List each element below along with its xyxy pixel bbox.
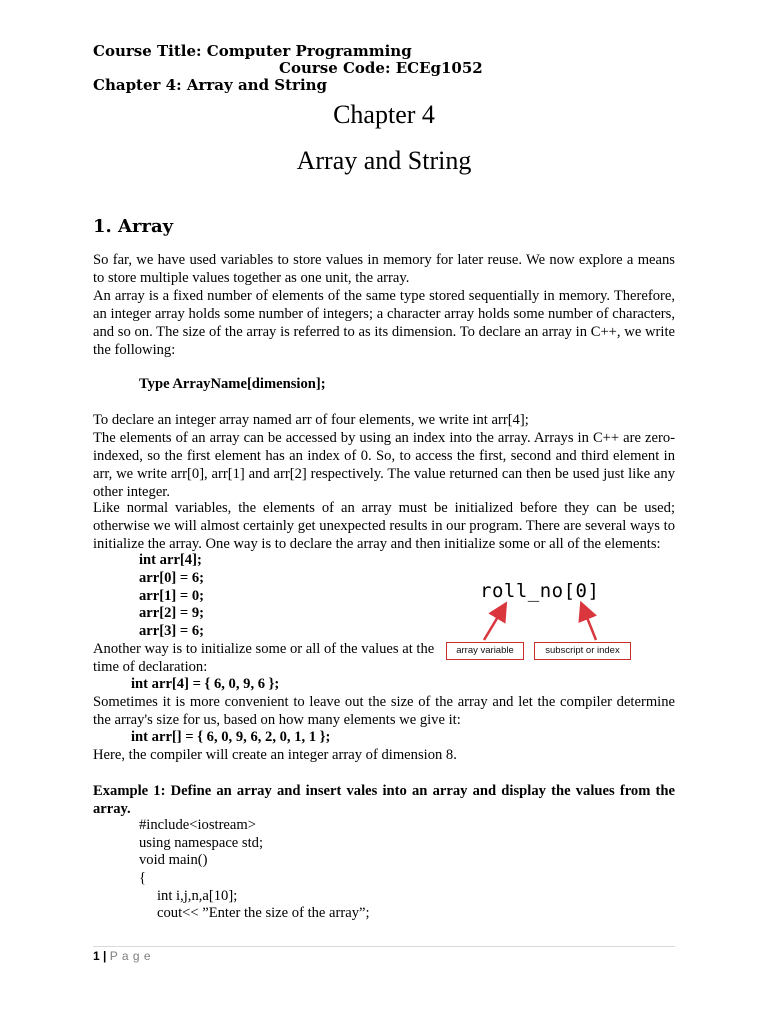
intro-paragraph-1: So far, we have used variables to store values in memory for later reuse. We now explore a means to store multiple values together as one unit, the array. bbox=[93, 252, 675, 286]
subscript-arrow bbox=[584, 610, 596, 640]
course-code: Course Code: ECEg1052 bbox=[279, 59, 483, 77]
code-line: arr[1] = 0; bbox=[139, 588, 205, 604]
chapter-label: Chapter 4: Array and String bbox=[93, 76, 328, 94]
chapter-title: Chapter 4 bbox=[333, 100, 435, 129]
code-line: int arr[4]; bbox=[139, 552, 202, 568]
example-code-line: cout<< ”Enter the size of the array”; bbox=[157, 905, 370, 921]
example-code-line: #include<iostream> bbox=[139, 817, 256, 833]
intro-paragraph-2: An array is a fixed number of elements of the same type stored sequentially in memory. Therefore, an integer array holds some number of integers; a character array holds some number of characters, and so on. The size of the array is referred to as its dimension. To declare an array in C++, we write the following: bbox=[93, 288, 675, 358]
example-code-line: using namespace std; bbox=[139, 835, 264, 851]
another-way-text-2: time of declaration: bbox=[93, 659, 208, 675]
example-code-line: void main() bbox=[139, 852, 208, 868]
section-heading: 1. Array bbox=[93, 216, 174, 237]
array-variable-label: array variable bbox=[446, 642, 524, 660]
index-paragraph: The elements of an array can be accessed by using an index into the array. Arrays in C++ are zero-indexed, so the first element has an index of 0. So, to access the first, second and third element in arr, we write arr[0], arr[1] and arr[2] respectively. The value returned can then be used just like any other integer. bbox=[93, 430, 675, 500]
footer-divider bbox=[93, 946, 675, 947]
example-heading: Example 1: Define an array and insert vales into an array and display the values from the array. bbox=[93, 783, 675, 817]
page-footer bbox=[93, 949, 151, 963]
example-code-line: { bbox=[139, 870, 147, 886]
array-variable-arrow bbox=[484, 610, 502, 640]
example-code-line: int i,j,n,a[10]; bbox=[157, 888, 238, 904]
course-title: Course Title: Computer Programming bbox=[93, 42, 412, 60]
page-number: 1 bbox=[93, 949, 100, 963]
init-paragraph: Like normal variables, the elements of an array must be initialized before they can be used; otherwise we will almost certainly get unexpected results in our program. There are several ways to initialize the array. One way is to declare the array and then initialize some or all of the elements: bbox=[93, 500, 675, 552]
figure-arrows bbox=[470, 600, 620, 646]
page-separator: | bbox=[103, 949, 107, 963]
dimension-text: Here, the compiler will create an integer array of dimension 8. bbox=[93, 747, 457, 763]
decl-init2-code: int arr[] = { 6, 0, 9, 6, 2, 0, 1, 1 }; bbox=[131, 729, 331, 745]
code-line: arr[0] = 6; bbox=[139, 570, 205, 586]
subscript-label: subscript or index bbox=[534, 642, 631, 660]
figure-expression: roll_no[0] bbox=[480, 580, 600, 602]
omit-size-paragraph: Sometimes it is more convenient to leave out the size of the array and let the compiler determine the array's size for us, based on how many elements we give it: bbox=[93, 694, 675, 728]
decl-init-code: int arr[4] = { 6, 0, 9, 6 }; bbox=[131, 676, 280, 692]
chapter-subtitle: Array and String bbox=[296, 146, 472, 175]
code-line: arr[3] = 6; bbox=[139, 623, 205, 639]
syntax-line: Type ArrayName[dimension]; bbox=[139, 376, 326, 392]
code-line: arr[2] = 9; bbox=[139, 605, 205, 621]
page-label: P a g e bbox=[109, 949, 152, 963]
another-way-text: Another way is to initialize some or all of the values at the bbox=[93, 641, 435, 657]
declare-text: To declare an integer array named arr of four elements, we write int arr[4]; bbox=[93, 412, 529, 428]
